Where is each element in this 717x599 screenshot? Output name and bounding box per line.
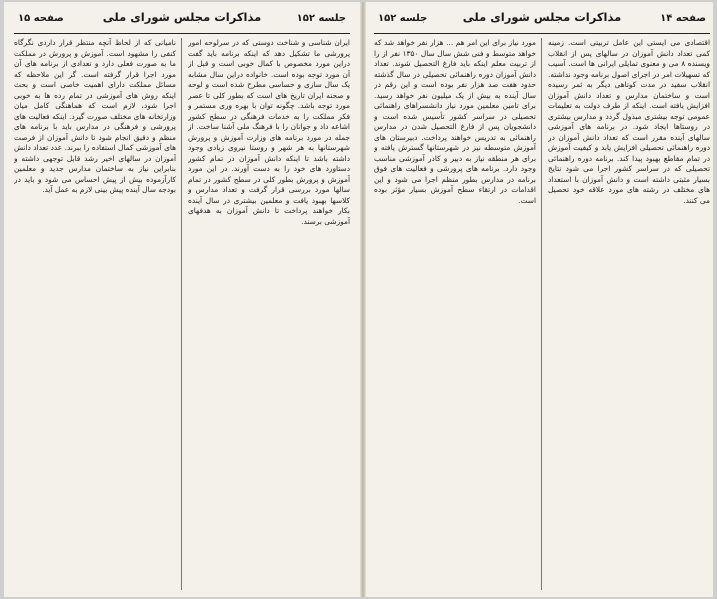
column-text: اقتصادی می ایستی این عامل تربیتی است. زمینه کمی تعداد دانش آموزان در سالهای پس از انقلاب ویسنده ۸ می و معنوی تمایلی ایرانی ها است. آسیب که تسهیلات امر در اجرای اصول برنامه وجود نداشته. انقلاب سفید در مدت کوتاهی دیگر به ثمر رسیده است و ساختمان مدارس و تعداد دانش آموزان افزایش یافته است. اینکه از طرف دولت به تعلیمات عمومی توجه بیشتری مبذول گردد و مدارس بیشتری در روستاها ایجاد شود. در برنامه های آموزشی سالهای آینده مقرر است که تعداد دانش آموزان در دوره راهنمائی تحصیلی افزایش یابد و کیفیت آموزش در تمام مقاطع بهبود پیدا کند. برنامه دوره راهنمائی تحصیلی که در سراسر کشور اجرا می شود نتایج بسیار مثبتی داشته است و دانش آموزان با استعداد های مختلف در رشته های مورد علاقه خود تحصیل می کنند.	[548, 38, 710, 205]
page-header	[374, 8, 710, 32]
journal-title: مذاکرات مجلس شورای ملی	[102, 10, 262, 24]
column-divider	[181, 38, 182, 590]
session-number: جلسه ۱۵۲	[296, 13, 346, 24]
page-header	[14, 8, 350, 32]
right-page	[366, 2, 717, 597]
text-column-right	[188, 38, 350, 590]
column-text: نامیانی که از لحاظ آنچه منتظر قرار داردی نگرگاه کنفی را مشهود است. آموزش و پرورش در مملکت ما به صورت فعلی دارد و تعدادی از برنامه های آن مورد اجرا قرار گرفته است. گر این ملاحظه که مسائل مملکت دارای اهمیت خاصی است و بحث اینکه روش های آموزشی در تمام رده ها به خوبی اجرا شود، لازم است که هماهنگی کامل میان وزارتخانه های مختلف صورت گیرد. اینکه فعالیت های پرورشی و فرهنگی در مدارس باید با برنامه های منظم و دقیق انجام شود تا دانش آموزان از فرصت های آموزشی کمال استفاده را ببرند. عدد تعداد دانش آموزان در سالهای اخیر رشد قابل توجهی داشته و بنابراین نیاز به ساختمان مدارس جدید و معلمین کارآزموده بیش از پیش احساس می شود و باید در بودجه سال آینده پیش بینی لازم به عمل آید.	[14, 38, 176, 194]
header-rule	[14, 33, 350, 34]
header-rule	[374, 33, 710, 34]
text-column-left	[374, 38, 536, 590]
journal-title: مذاکرات مجلس شورای ملی	[462, 10, 622, 24]
text-column-left	[14, 38, 176, 590]
column-text: ایران شناسی و شناخت دوستی که در سرلوحه امور پرورشی ما تشکیل دهد که اینکه برنامه باید گفت دراین مورد مخصوص با کمال خوبی است و قبل از آن مورد توجه بوده است. خانواده دراین سال مشابه یک سال سازی و حساسی مطرح شده است و لوحه و صحنه ایران تاریخ های است که بطور کلی تا عصر مورد توجه باشد. چگونه توان با بهره وری مستمر و فکر مملکت را به خدمات فرهنگی در سطح کشور اشاعه داد و جوانان را با فرهنگ ملی آشنا ساخت. از جمله در مورد برنامه های وزارت آموزش و پرورش شهرستانها به هر شهر و روستا نیروی زیادی وجود داشته باشد تا اینکه دانش آموزان در تمام کشور دستاورد های خود را به دست آورند. در این مورد آموزش و پرورش بطور کلی در سطح کشور در تمام سالها مورد بررسی قرار گرفت و تعداد مدارس و کلاسها بهبود یافت و معلمین بیشتری در سال آینده بکار خواهند پرداخت تا دانش آموزان به هدفهای آموزشی برسند.	[188, 38, 350, 226]
text-column-right	[548, 38, 710, 590]
column-divider	[541, 38, 542, 590]
page-number: صفحه ۱۵	[18, 13, 64, 24]
book-spread	[4, 2, 713, 597]
session-number: جلسه ۱۵۲	[378, 13, 428, 24]
page-number: صفحه ۱۴	[660, 13, 706, 24]
column-text: مورد نیاز برای این امر هم ... هزار نفر خواهد شد که خواهد متوسط و فنی شش سال سال ۱۳۵۰ نفر از را از تربیت معلم اینکه باید فارغ التحصیل شوند. تعداد دانش آموزان دوره راهنمائی تحصیلی در سال گذشته حدود هفت صد هزار نفر بوده است و این رقم در سال آینده به بیش از یک میلیون نفر خواهد رسید. برای تامین معلمین مورد نیاز دانشسراهای راهنمائی تحصیلی در سراسر کشور تأسیس شده است و دانشجویان پس از فارغ التحصیل شدن در مدارس راهنمائی به تدریس خواهند پرداخت. دبیرستان های آموزش متوسطه نیز در شهرستانها گسترش یافته و برای هر منطقه نیاز به دبیر و کادر آموزشی مناسب وجود دارد. برنامه های پرورشی و فعالیت های فوق برنامه در مدارس بطور منظم اجرا می شود و این اقدامات در ارتقاء سطح آموزش بسیار مؤثر بوده است.	[374, 38, 536, 205]
left-page	[6, 2, 358, 597]
